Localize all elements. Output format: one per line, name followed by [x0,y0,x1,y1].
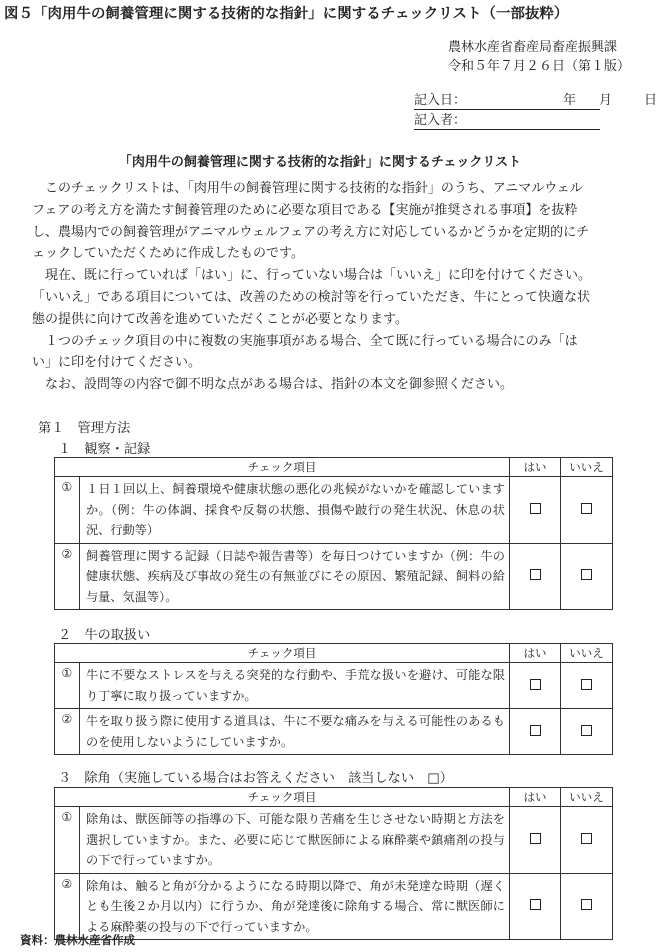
yes-checkbox[interactable] [530,679,541,690]
table-row [55,807,613,874]
table-row [55,543,613,610]
column-header-no: いいえ [561,788,613,807]
table-row [55,663,613,709]
item-text: 飼養管理に関する記録（日誌や報告書等）を毎日つけていますか（例：牛の健康状態、疾病及び事故の発生の有無並びにその原因、繁殖記録、飼料の給与量、気温等）。 [80,543,510,610]
table-row [55,477,613,544]
intro-paragraph: 現在、既に行っていれば「はい」に、行っていない場合は「いいえ」に印を付けてください。「いいえ」である項目については、改善のための検討等を行っていただき、牛にとって快適な状態の提供に向けて改善を進めていただくことが必要となります。 [32,268,592,327]
item-text: １日１回以上、飼養環境や健康状態の悪化の兆候がないかを確認していますか。（例：牛の体調、採食や反芻の状態、損傷や跛行の発生状況、休息の状況、行動等） [80,477,510,544]
checklist-table [54,787,613,940]
yes-checkbox[interactable] [530,899,541,910]
no-checkbox[interactable] [581,569,592,580]
table-row [55,709,613,755]
column-header-item: チェック項目 [55,788,510,807]
yes-checkbox[interactable] [530,725,541,736]
no-checkbox[interactable] [581,503,592,514]
entry-name-field[interactable] [414,112,600,130]
item-number: ② [55,709,80,755]
department-name: 農林水産省畜産局畜産振興課 [447,40,617,55]
section-heading: 第１ 管理方法 [38,421,131,436]
item-number: ① [55,807,80,874]
item-number: ① [55,663,80,709]
intro-paragraph: このチェックリストは、「肉用牛の飼養管理に関する技術的な指針」のうち、アニマルウェルフェアの考え方を満たす飼養管理のために必要な項目である【実施が推奨される事項】を抜粋し、農場内での飼養管理がアニマルウェルフェアの考え方に対応しているかどうかを定期的にチェックしていただくために作成したものです。 [32,181,590,262]
intro-paragraph: １つのチェック項目の中に複数の実施事項がある場合、全て既に行っている場合にのみ「はい」に印を付けてください。 [32,333,578,371]
no-checkbox[interactable] [581,725,592,736]
intro-text [32,178,594,396]
source-note: 資料：農林水産省作成 [20,933,135,947]
column-header-yes: はい [510,644,561,663]
date-edition: 令和５年７月２６日（第１版） [447,59,630,74]
intro-paragraph: なお、設問等の内容で御不明な点がある場合は、指針の本文を御参照ください。 [45,377,514,393]
yes-checkbox[interactable] [530,503,541,514]
entry-date-label: 記入日： [414,93,467,108]
no-checkbox[interactable] [581,899,592,910]
item-text: 除角は、触ると角が分かるようになる時期以降で、角が未発達な時期（遅くとも生後２か月以内）に行うか、角が発達後に除角する場合、常に獣医師による麻酔薬の投与の下で行っていますか。 [80,873,510,940]
column-header-item: チェック項目 [55,458,510,477]
entry-name-label: 記入者： [414,113,467,128]
yes-checkbox[interactable] [530,833,541,844]
item-number: ② [55,543,80,610]
item-text: 牛を取り扱う際に使用する道具は、牛に不要な痛みを与える可能性のあるものを使用しないようにしていますか。 [80,709,510,755]
column-header-item: チェック項目 [55,644,510,663]
no-checkbox[interactable] [581,833,592,844]
item-number: ① [55,477,80,544]
subsection-heading: ２ 牛の取扱い [58,628,151,643]
column-header-yes: はい [510,788,561,807]
yes-checkbox[interactable] [530,569,541,580]
entry-month-label: 月 [598,93,612,108]
checklist-title: 「肉用牛の飼養管理に関する技術的な指針」に関するチェックリスト [118,155,522,170]
item-text: 牛に不要なストレスを与える突発的な行動や、手荒な扱いを避け、可能な限り丁寧に取り扱っていますか。 [80,663,510,709]
column-header-no: いいえ [561,458,613,477]
column-header-yes: はい [510,458,561,477]
subsection-heading: １ 観察・記録 [58,442,151,457]
issuer-block [448,38,630,76]
entry-year-label: 年 [562,93,576,108]
column-header-no: いいえ [561,644,613,663]
entry-date-field[interactable] [414,92,657,110]
checklist-table [54,643,613,755]
entry-day-label: 日 [643,93,657,108]
no-checkbox[interactable] [581,679,592,690]
checklist-table [54,457,613,610]
item-number: ② [55,873,80,940]
subsection-heading: ３ 除角（実施している場合はお答えください 該当しない □） [58,771,453,786]
table-row [55,873,613,940]
item-text: 除角は、獣医師等の指導の下、可能な限り苦痛を生じさせない時期と方法を選択していますか。また、必要に応じて獣医師による麻酔薬や鎮痛剤の投与の下で行っていますか。 [80,807,510,874]
figure-title: 図５「肉用牛の飼養管理に関する技術的な指針」に関するチェックリスト（一部抜粋） [4,6,569,22]
